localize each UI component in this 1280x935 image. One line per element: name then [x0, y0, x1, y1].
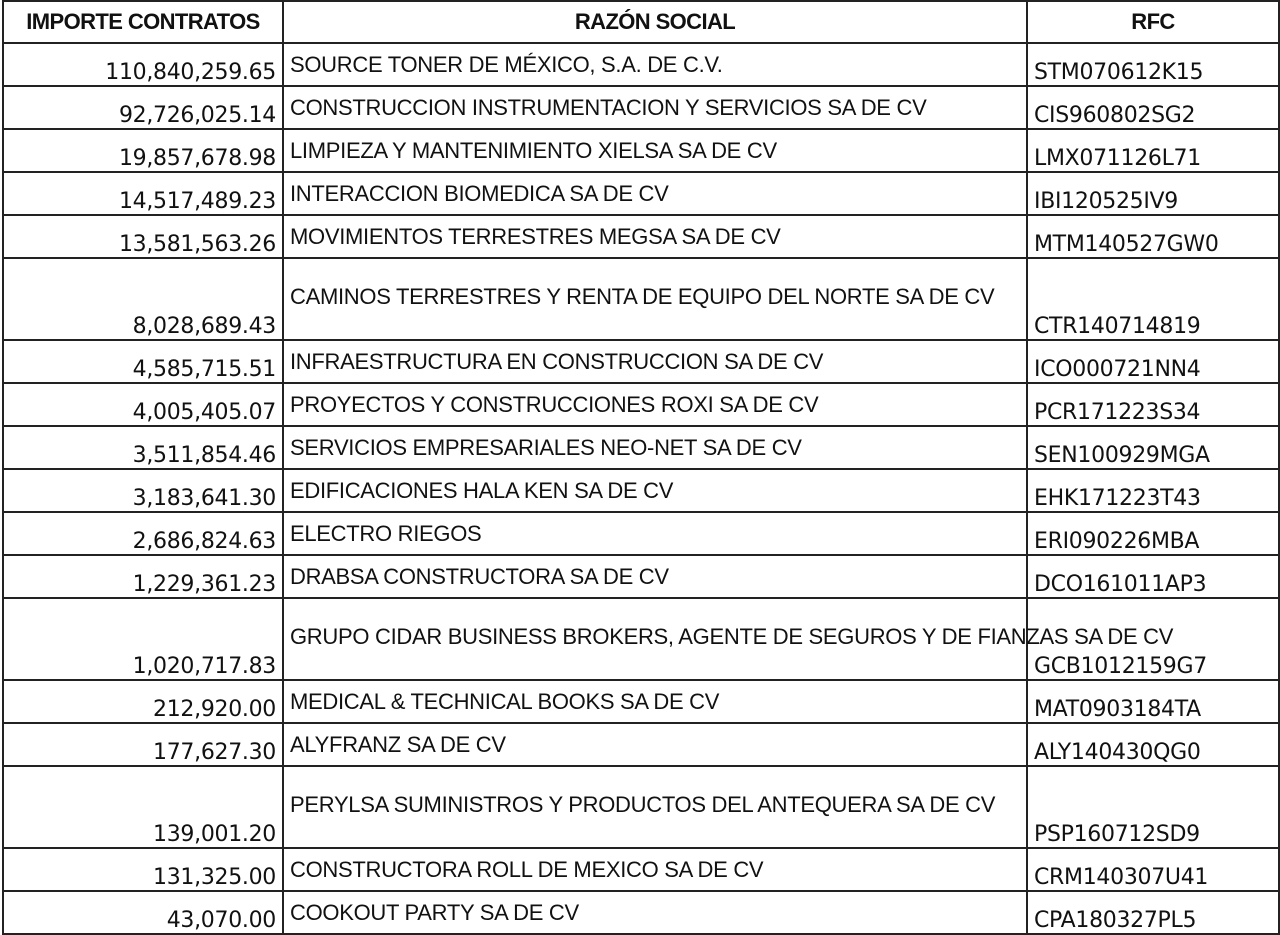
- rfc-cell: GCB1012159G7: [1027, 598, 1279, 680]
- table-row: [3, 598, 1279, 680]
- rfc-cell: PCR171223S34: [1027, 383, 1279, 426]
- rfc-cell: PSP160712SD9: [1027, 766, 1279, 848]
- header-rfc: RFC: [1027, 1, 1279, 43]
- company-name-cell: ELECTRO RIEGOS: [283, 512, 1027, 555]
- company-name-cell: INFRAESTRUCTURA EN CONSTRUCCION SA DE CV: [283, 340, 1027, 383]
- table-row: [3, 258, 1279, 340]
- rfc-cell: MAT0903184TA: [1027, 680, 1279, 723]
- table-row: [3, 86, 1279, 129]
- company-name-cell: CAMINOS TERRESTRES Y RENTA DE EQUIPO DEL NORTE SA DE CV: [283, 258, 1027, 340]
- contract-amount-cell: 43,070.00: [3, 891, 283, 934]
- rfc-cell: ICO000721NN4: [1027, 340, 1279, 383]
- rfc-cell: MTM140527GW0: [1027, 215, 1279, 258]
- contract-amount-cell: 19,857,678.98: [3, 129, 283, 172]
- table-row: [3, 555, 1279, 598]
- table-row: [3, 723, 1279, 766]
- table-row: [3, 891, 1279, 934]
- company-name-cell: ALYFRANZ SA DE CV: [283, 723, 1027, 766]
- contracts-table: [2, 0, 1280, 935]
- rfc-cell: CTR140714819: [1027, 258, 1279, 340]
- table-row: [3, 469, 1279, 512]
- table-row: [3, 766, 1279, 848]
- company-name-cell: SERVICIOS EMPRESARIALES NEO-NET SA DE CV: [283, 426, 1027, 469]
- table-row: [3, 43, 1279, 86]
- rfc-cell: ERI090226MBA: [1027, 512, 1279, 555]
- contract-amount-cell: 212,920.00: [3, 680, 283, 723]
- contract-amount-cell: 4,585,715.51: [3, 340, 283, 383]
- contract-amount-cell: 139,001.20: [3, 766, 283, 848]
- rfc-cell: ALY140430QG0: [1027, 723, 1279, 766]
- contract-amount-cell: 3,183,641.30: [3, 469, 283, 512]
- company-name-cell: PERYLSA SUMINISTROS Y PRODUCTOS DEL ANTEQUERA SA DE CV: [283, 766, 1027, 848]
- table-row: [3, 512, 1279, 555]
- header-company-name: RAZÓN SOCIAL: [283, 1, 1027, 43]
- contract-amount-cell: 131,325.00: [3, 848, 283, 891]
- contract-amount-cell: 3,511,854.46: [3, 426, 283, 469]
- rfc-cell: SEN100929MGA: [1027, 426, 1279, 469]
- contract-amount-cell: 1,020,717.83: [3, 598, 283, 680]
- table-row: [3, 383, 1279, 426]
- table-row: [3, 426, 1279, 469]
- table-row: [3, 340, 1279, 383]
- header-row: [3, 1, 1279, 43]
- rfc-cell: STM070612K15: [1027, 43, 1279, 86]
- table-body: [3, 43, 1279, 934]
- rfc-cell: EHK171223T43: [1027, 469, 1279, 512]
- company-name-cell: MOVIMIENTOS TERRESTRES MEGSA SA DE CV: [283, 215, 1027, 258]
- company-name-cell: DRABSA CONSTRUCTORA SA DE CV: [283, 555, 1027, 598]
- company-name-cell: GRUPO CIDAR BUSINESS BROKERS, AGENTE DE SEGUROS Y DE FIANZAS SA DE CV: [283, 598, 1027, 680]
- table-row: [3, 215, 1279, 258]
- company-name-cell: CONSTRUCCION INSTRUMENTACION Y SERVICIOS SA DE CV: [283, 86, 1027, 129]
- rfc-cell: LMX071126L71: [1027, 129, 1279, 172]
- contract-amount-cell: 2,686,824.63: [3, 512, 283, 555]
- rfc-cell: CIS960802SG2: [1027, 86, 1279, 129]
- header-amount: IMPORTE CONTRATOS: [3, 1, 283, 43]
- rfc-cell: CRM140307U41: [1027, 848, 1279, 891]
- contract-amount-cell: 1,229,361.23: [3, 555, 283, 598]
- rfc-cell: DCO161011AP3: [1027, 555, 1279, 598]
- company-name-cell: EDIFICACIONES HALA KEN SA DE CV: [283, 469, 1027, 512]
- company-name-cell: SOURCE TONER DE MÉXICO, S.A. DE C.V.: [283, 43, 1027, 86]
- rfc-cell: CPA180327PL5: [1027, 891, 1279, 934]
- contract-amount-cell: 110,840,259.65: [3, 43, 283, 86]
- table-row: [3, 129, 1279, 172]
- table-row: [3, 848, 1279, 891]
- company-name-cell: LIMPIEZA Y MANTENIMIENTO XIELSA SA DE CV: [283, 129, 1027, 172]
- contract-amount-cell: 4,005,405.07: [3, 383, 283, 426]
- table-row: [3, 680, 1279, 723]
- contract-amount-cell: 13,581,563.26: [3, 215, 283, 258]
- table-row: [3, 172, 1279, 215]
- company-name-cell: PROYECTOS Y CONSTRUCCIONES ROXI SA DE CV: [283, 383, 1027, 426]
- company-name-cell: COOKOUT PARTY SA DE CV: [283, 891, 1027, 934]
- contract-amount-cell: 177,627.30: [3, 723, 283, 766]
- rfc-cell: IBI120525IV9: [1027, 172, 1279, 215]
- company-name-cell: INTERACCION BIOMEDICA SA DE CV: [283, 172, 1027, 215]
- contract-amount-cell: 8,028,689.43: [3, 258, 283, 340]
- table-header: [3, 1, 1279, 43]
- company-name-cell: MEDICAL & TECHNICAL BOOKS SA DE CV: [283, 680, 1027, 723]
- contract-amount-cell: 14,517,489.23: [3, 172, 283, 215]
- company-name-cell: CONSTRUCTORA ROLL DE MEXICO SA DE CV: [283, 848, 1027, 891]
- contract-amount-cell: 92,726,025.14: [3, 86, 283, 129]
